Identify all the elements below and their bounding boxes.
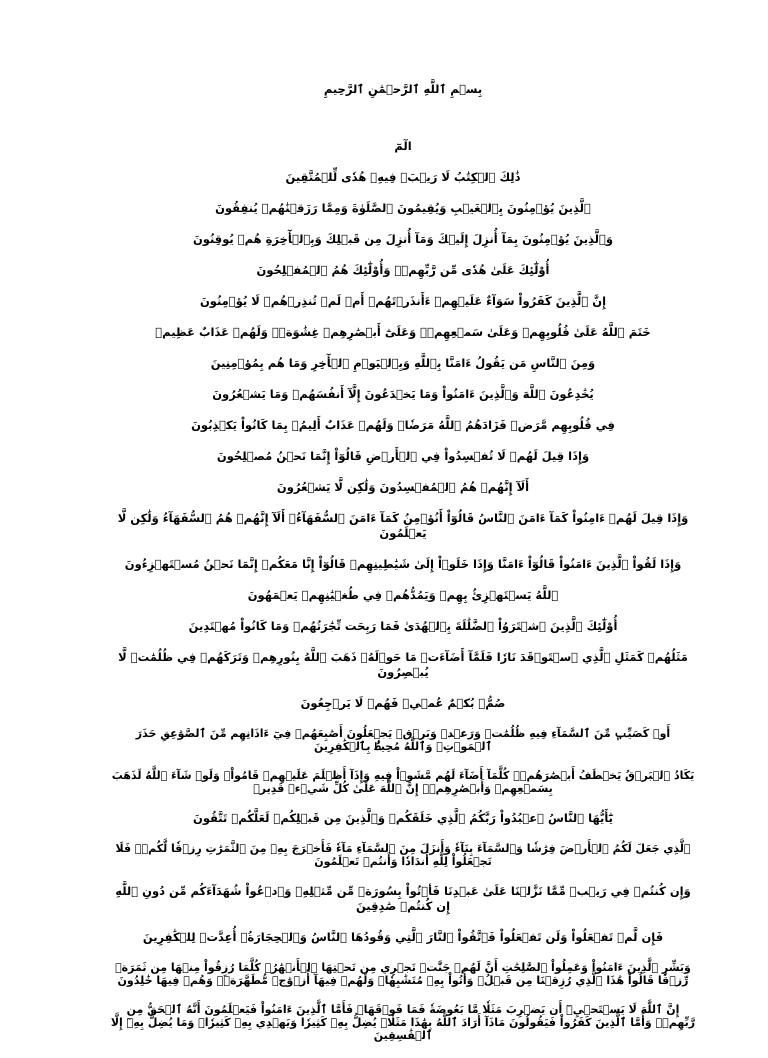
verse-10: فِي قُلُوبِهِم مَّرَضٞ فَزَادَهُمُ ٱللَّهُ مَرَضٗاۖ وَلَهُمۡ عَذَابٌ أَلِيمُۢ بِمَا كَانُواْ يَكۡذِبُونَ — [191, 418, 615, 432]
verse-5: أُوْلَٰٓئِكَ عَلَىٰ هُدٗى مِّن رَّبِّهِمۡۖ وَأُوْلَٰٓئِكَ هُمُ ٱلۡمُفۡلِحُونَ — [256, 263, 550, 277]
verse-13: وَإِذَا قِيلَ لَهُمۡ ءَامِنُواْ كَمَآ ءَامَنَ ٱلنَّاسُ قَالُوٓاْ أَنُؤۡمِنُ كَمَآ ءَامَنَ ٱلسُّفَهَآءُۗ أَلَآ إِنَّهُمۡ هُمُ ٱلسُّفَهَآءُ وَلَٰكِن لَّا يَعۡلَمُونَ — [117, 511, 689, 540]
verse-3: ٱلَّذِينَ يُؤۡمِنُونَ بِٱلۡغَيۡبِ وَيُقِيمُونَ ٱلصَّلَوٰةَ وَمِمَّا رَزَقۡنَٰهُمۡ يُنفِقُونَ — [215, 201, 591, 215]
verse-7: خَتَمَ ٱللَّهُ عَلَىٰ قُلُوبِهِمۡ وَعَلَىٰ سَمۡعِهِمۡۖ وَعَلَىٰٓ أَبۡصَٰرِهِمۡ غِشَٰوَةٞۖ وَلَهُمۡ عَذَابٌ عَظِيمٞ — [155, 325, 651, 339]
verse-18: صُمُّۢ بُكۡمٌ عُمۡيٞ فَهُمۡ لَا يَرۡجِعُونَ — [300, 696, 506, 710]
verse-24: فَإِن لَّمۡ تَفۡعَلُواْ وَلَن تَفۡعَلُواْ فَٱتَّقُواْ ٱلنَّارَ ٱلَّتِي وَقُودُهَا ٱلنَّاسُ وَٱلۡحِجَارَةُۖ أُعِدَّتۡ لِلۡكَٰفِرِينَ — [142, 930, 664, 944]
verse-4: وَٱلَّذِينَ يُؤۡمِنُونَ بِمَآ أُنزِلَ إِلَيۡكَ وَمَآ أُنزِلَ مِن قَبۡلِكَ وَبِٱلۡأٓخِرَةِ هُمۡ يُوقِنُونَ — [192, 232, 614, 246]
verse-20: يَكَادُ ٱلۡبَرۡقُ يَخۡطَفُ أَبۡصَٰرَهُمۡۖ كُلَّمَآ أَضَآءَ لَهُم مَّشَوۡاْ فِيهِ وَإِذَآ أَظۡلَمَ عَلَيۡهِمۡ قَامُواْۚ وَلَوۡ شَآءَ ٱللَّهُ لَذَهَبَ بِسَمۡعِهِمۡ وَأَبۡصَٰرِهِمۡۚ إِنَّ ٱللَّهَ عَلَىٰ كُلِّ شَيۡءٖ قَدِيرٞ — [111, 769, 695, 795]
verse-9: يُخَٰدِعُونَ ٱللَّهَ وَٱلَّذِينَ ءَامَنُواْ وَمَا يَخۡدَعُونَ إِلَّآ أَنفُسَهُمۡ وَمَا يَشۡعُرُونَ — [212, 387, 594, 401]
verse-26: إِنَّ ٱللَّهَ لَا يَسۡتَحۡيِۦٓ أَن يَضۡرِبَ مَثَلٗا مَّا بَعُوضَةٗ فَمَا فَوۡقَهَاۚ فَأَمَّا ٱلَّذِينَ ءَامَنُواْ فَيَعۡلَمُونَ أَنَّهُ ٱلۡحَقُّ مِن رَّبِّهِمۡۖ وَأَمَّا ٱلَّذِينَ كَفَرُواْ فَيَقُولُونَ مَاذَآ أَرَادَ ٱللَّهُ بِهَٰذَا مَثَلٗاۘ يُضِلُّ بِهِۦ كَثِيرٗا وَيَهۡدِي بِهِۦ كَثِيرٗاۚ وَمَا يُضِلُّ بِهِۦٓ إِلَّا ٱلۡفَٰسِقِينَ — [110, 1003, 696, 1042]
verse-6: إِنَّ ٱلَّذِينَ كَفَرُواْ سَوَآءٌ عَلَيۡهِمۡ ءَأَنذَرۡتَهُمۡ أَمۡ لَمۡ تُنذِرۡهُمۡ لَا يُؤۡمِنُونَ — [199, 294, 607, 308]
verse-25: وَبَشِّرِ ٱلَّذِينَ ءَامَنُواْ وَعَمِلُواْ ٱلصَّٰلِحَٰتِ أَنَّ لَهُمۡ جَنَّٰتٖ تَجۡرِي مِن تَحۡتِهَا ٱلۡأَنۡهَٰرُۖ كُلَّمَا رُزِقُواْ مِنۡهَا مِن ثَمَرَةٖ رِّزۡقٗا قَالُواْ هَٰذَا ٱلَّذِي رُزِقۡنَا مِن قَبۡلُۖ وَأُتُواْ بِهِۦ مُتَشَٰبِهٗاۖ وَلَهُمۡ فِيهَآ أَزۡوَٰجٞ مُّطَهَّرَةٞۖ وَهُمۡ فِيهَا خَٰلِدُونَ — [115, 961, 691, 987]
verse-17: مَثَلُهُمۡ كَمَثَلِ ٱلَّذِي ٱسۡتَوۡقَدَ نَارٗا فَلَمَّآ أَضَآءَتۡ مَا حَوۡلَهُۥ ذَهَبَ ٱللَّهُ بِنُورِهِمۡ وَتَرَكَهُمۡ فِي ظُلُمَٰتٖ لَّا يُبۡصِرُونَ — [118, 650, 688, 679]
verse-22: ٱلَّذِي جَعَلَ لَكُمُ ٱلۡأَرۡضَ فِرَٰشٗا وَٱلسَّمَآءَ بِنَآءٗ وَأَنزَلَ مِنَ ٱلسَّمَآءِ مَآءٗ فَأَخۡرَجَ بِهِۦ مِنَ ٱلثَّمَرَٰتِ رِزۡقٗا لَّكُمۡۖ فَلَا تَجۡعَلُواْ لِلَّهِ أَندَادٗا وَأَنتُمۡ تَعۡلَمُونَ — [115, 842, 691, 868]
verse-23: وَإِن كُنتُمۡ فِي رَيۡبٖ مِّمَّا نَزَّلۡنَا عَلَىٰ عَبۡدِنَا فَأۡتُواْ بِسُورَةٖ مِّن مِّثۡلِهِۦ وَٱدۡعُواْ شُهَدَآءَكُم مِّن دُونِ ٱللَّهِ إِن كُنتُمۡ صَٰدِقِينَ — [115, 884, 691, 913]
quran-text-block — [108, 82, 698, 1058]
verse-21: يَٰٓأَيُّهَا ٱلنَّاسُ ٱعۡبُدُواْ رَبَّكُمُ ٱلَّذِي خَلَقَكُمۡ وَٱلَّذِينَ مِن قَبۡلِكُمۡ لَعَلَّكُمۡ تَتَّقُونَ — [193, 811, 613, 825]
verse-16: أُوْلَٰٓئِكَ ٱلَّذِينَ ٱشۡتَرَوُاْ ٱلضَّلَٰلَةَ بِٱلۡهُدَىٰ فَمَا رَبِحَت تِّجَٰرَتُهُمۡ وَمَا كَانُواْ مُهۡتَدِينَ — [188, 619, 618, 633]
verse-12: أَلَآ إِنَّهُمۡ هُمُ ٱلۡمُفۡسِدُونَ وَلَٰكِن لَّا يَشۡعُرُونَ — [276, 480, 530, 494]
verse-14: وَإِذَا لَقُواْ ٱلَّذِينَ ءَامَنُواْ قَالُوٓاْ ءَامَنَّا وَإِذَا خَلَوۡاْ إِلَىٰ شَيَٰطِينِهِمۡ قَالُوٓاْ إِنَّا مَعَكُمۡ إِنَّمَا نَحۡنُ مُسۡتَهۡزِءُونَ — [124, 557, 682, 571]
verse-1: الٓمٓ — [394, 139, 412, 153]
verse-11: وَإِذَا قِيلَ لَهُمۡ لَا تُفۡسِدُواْ فِي ٱلۡأَرۡضِ قَالُوٓاْ إِنَّمَا نَحۡنُ مُصۡلِحُونَ — [216, 449, 590, 463]
verse-2: ذَٰلِكَ ٱلۡكِتَٰبُ لَا رَيۡبَۛ فِيهِۛ هُدٗى لِّلۡمُتَّقِينَ — [285, 170, 521, 184]
verse-15: ٱللَّهُ يَسۡتَهۡزِئُ بِهِمۡ وَيَمُدُّهُمۡ فِي طُغۡيَٰنِهِمۡ يَعۡمَهُونَ — [247, 588, 559, 602]
verse-8: وَمِنَ ٱلنَّاسِ مَن يَقُولُ ءَامَنَّا بِٱللَّهِ وَبِٱلۡيَوۡمِ ٱلۡأٓخِرِ وَمَا هُم بِمُؤۡمِنِينَ — [210, 356, 596, 370]
bismillah-heading: بِسۡمِ ٱللَّهِ ٱلرَّحۡمَٰنِ ٱلرَّحِيمِ — [323, 82, 483, 96]
verse-19: أَوۡ كَصَيِّبٖ مِّنَ ٱلسَّمَآءِ فِيهِ ظُلُمَٰتٞ وَرَعۡدٞ وَبَرۡقٞ يَجۡعَلُونَ أَصَٰبِعَهُمۡ فِيٓ ءَاذَانِهِم مِّنَ ٱلصَّوَٰعِقِ حَذَرَ ٱلۡمَوۡتِۚ وَٱللَّهُ مُحِيطُۢ بِٱلۡكَٰفِرِينَ — [135, 727, 671, 753]
